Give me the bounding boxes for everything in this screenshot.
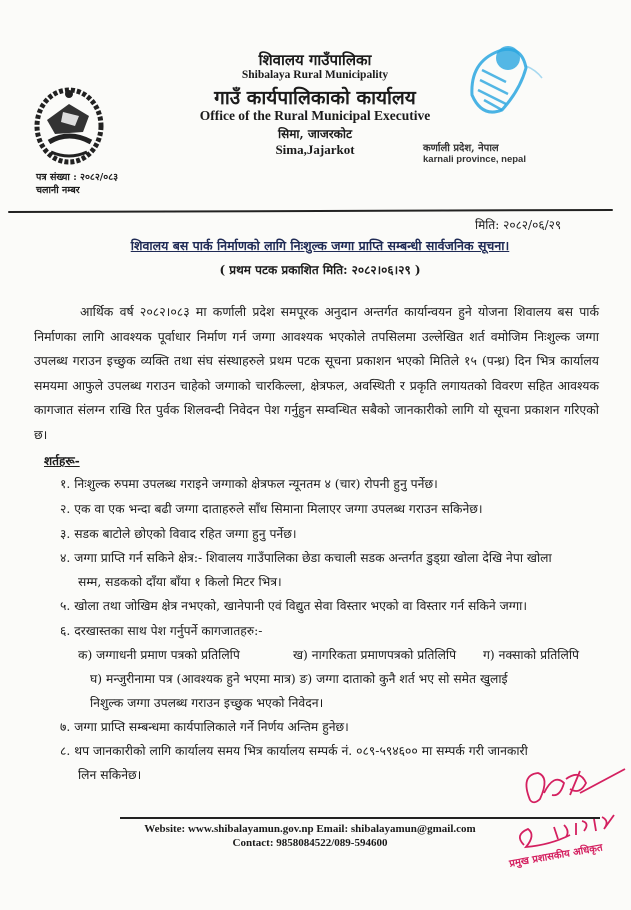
office-stamp-icon <box>462 40 552 132</box>
notice-body-text: आर्थिक वर्ष २०८२।०८३ मा कर्णाली प्रदेश समपूरक अनुदान अन्तर्गत कार्यान्वयन हुने योजना शिवालय बस पार्क निर्माणका लागि आवश्यक पूर्वाधार निर्माण गर्न जग्गा आवश्यक भएकोले तपसिलमा उल्लेखित शर्त वमोजिम निःशुल्क जग्गा उपलब्ध गराउन इच्छुक व्यक्ति तथा संघ संस्थाहरुले प्रथम पटक सूचना प्रकाशन भएको मितिले १५ (पन्ध्र) दिन भित्र कार्यालय समयमा आफुले उपलब्ध गराउन चाहेको जग्गाको चारकिल्ला, क्षेत्रफल, अवस्थिती र प्रकृति लगायतको विवरण सहित आवश्यक कागजात संलग्न राखि रित पुर्वक शिलवन्दी निवेदन पेश गर्नुहुन सम्वन्धित सबैको जानकारीको लागि यो सूचना प्रकाशन गरिएको छ। <box>34 304 599 442</box>
signatory-designation: प्रमुख प्रशासकीय अधिकृत <box>508 842 604 870</box>
footer-contact: Contact: 9858084522/089-594600 <box>232 837 388 849</box>
dispatch-number: चलानी नम्बर <box>36 185 80 196</box>
condition-1: १. निःशुल्क रुपमा उपलब्ध गराइने जग्गाको क्षेत्रफल न्यूनतम ४ (चार) रोपनी हुनु पर्नेछ। <box>60 477 438 491</box>
doc-map: ग) नक्साको प्रतिलिपि <box>483 648 580 662</box>
condition-4: ४. जग्गा प्राप्ति गर्न सकिने क्षेत्र:- शिवालय गाउँपालिका छेडा कचाली सडक अन्तर्गत डुड्ग्रा खोला देखि नेपा खोला <box>60 551 552 565</box>
condition-8: ८. थप जानकारीको लागि कार्यालय समय भित्र कार्यालय सम्पर्क नं. ०८९-५९४६०० मा सम्पर्क गरी जानकारी <box>60 744 528 758</box>
condition-7: ७. जग्गा प्राप्ति सम्बन्धमा कार्यपालिकाले गर्ने निर्णय अन्तिम हुनेछ। <box>60 720 349 734</box>
notice-subtitle: ( प्रथम पटक प्रकाशित मिति: २०८२।०६।२९ ) <box>219 263 421 277</box>
notice-title: शिवालय बस पार्क निर्माणको लागि निःशुल्क जग्गा प्राप्ति सम्बन्धी सार्वजनिक सूचना। <box>130 238 510 253</box>
conditions-heading: शर्तहरू- <box>44 454 80 468</box>
doc-land-ownership: क) जग्गाधनी प्रमाण पत्रको प्रतिलिपि <box>78 648 240 662</box>
municipality-name-en: Shibalaya Rural Municipality <box>241 69 389 81</box>
municipality-name-np: शिवालय गाउँपालिका <box>258 51 372 69</box>
condition-3: ३. सडक बाटोले छोएको विवाद रहित जग्गा हुनु पर्नेछ। <box>60 527 297 541</box>
nepal-emblem-icon <box>33 86 105 166</box>
letter-number: पत्र संख्या : २०८२/०८३ <box>36 172 119 183</box>
condition-2: २. एक वा एक भन्दा बढी जग्गा दाताहरुले साँध सिमाना मिलाएर जग्गा उपलब्ध गराउन सकिनेछ। <box>60 502 483 516</box>
condition-5: ५. खोला तथा जोखिम क्षेत्र नभएको, खानेपानी एवं विद्युत सेवा विस्तार भएको वा विस्तार गर्न सकिने जग्गा। <box>60 599 527 613</box>
letter-date: मिति: २०८२/०६/२९ <box>475 218 562 232</box>
doc-consent-letter: घ) मन्जुरीनामा पत्र (आवश्यक हुने भएमा मात्र) ङ) जग्गा दाताको कुनै शर्त भए सो समेत खुलाई <box>90 672 508 686</box>
header-divider <box>8 209 613 213</box>
notice-body <box>34 300 599 448</box>
office-name-en: Office of the Rural Municipal Executive <box>199 108 431 123</box>
place-en: Sima,Jajarkot <box>275 142 355 157</box>
office-name-np: गाउँ कार्यपालिकाको कार्यालय <box>214 87 416 109</box>
doc-citizenship: ख) नागरिकता प्रमाणपत्रको प्रतिलिपि <box>293 648 457 662</box>
place-np: सिमा, जाजरकोट <box>277 127 353 141</box>
condition-8-continued: लिन सकिनेछ। <box>78 768 142 782</box>
footer-website-email: Website: www.shibalayamun.gov.np Email: shibalayamun@gmail.com <box>144 823 476 835</box>
province-en: karnali province, nepal <box>423 154 526 165</box>
province-np: कर्णाली प्रदेश, नेपाल <box>423 143 499 154</box>
condition-6: ६. दरखास्तका साथ पेश गर्नुपर्ने कागजातहरु:- <box>60 624 263 638</box>
condition-4-continued: सम्म, सडकको दाँया बाँया १ किलो मिटर भित्र। <box>78 575 282 589</box>
doc-consent-letter-continued: निशुल्क जग्गा उपलब्ध गराउन इच्छुक भएको निवेदन। <box>90 696 324 710</box>
footer-divider <box>120 817 600 819</box>
